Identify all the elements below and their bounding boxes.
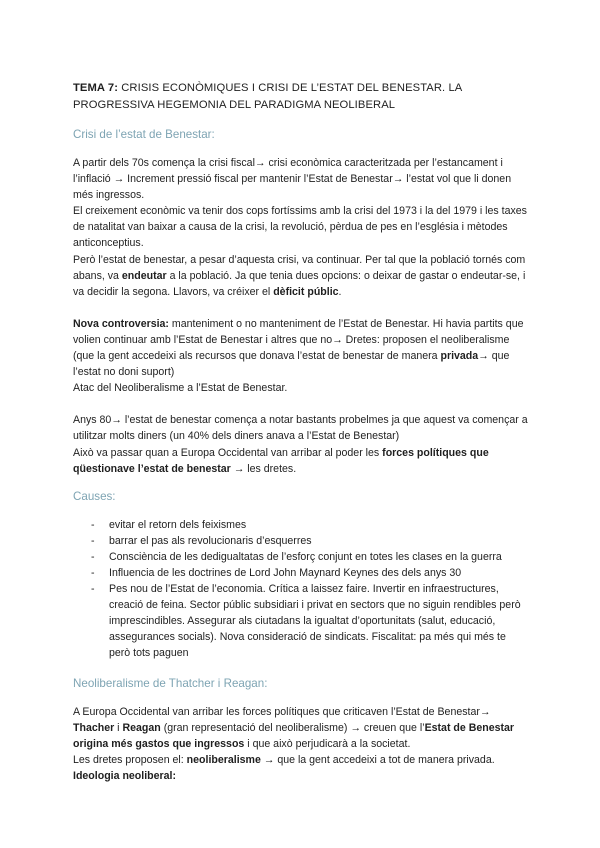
text-span: a la població. Ja que tenia dues opcions: o deixar de gastar o endeutar-se, i va decidir la segona. Llavors, va créixer el [73, 269, 526, 298]
bold-span: dèficit públic [273, 285, 339, 298]
title-prefix: TEMA 7: [73, 82, 119, 94]
bold-span: Thacher [73, 721, 115, 734]
paragraph-dretes-proposen [73, 752, 528, 768]
paragraph-ideologia [73, 768, 528, 784]
text-span: manteniment o no manteniment de l’Estat de Benestar. Hi havia partits que volien continuar amb l’Estat de Benestar i altres que no→ Dretes: proposen el neoliberalisme (que la gent accedeixi als recursos que donava l’estat de benestar de manera [73, 317, 524, 363]
bold-span: privada [440, 350, 479, 363]
bold-span: neoliberalisme [186, 753, 261, 766]
document-title [73, 80, 528, 114]
paragraph-crisi-fiscal: A partir dels 70s comença la crisi fiscal→ crisi econòmica caracteritzada per l’estancament i l’inflació → Increment pressió fiscal per mantenir l’Estat de Benestar→ l’estat vol que li donen més ingressos. [73, 157, 512, 202]
text-span: A Europa Occidental van arribar les forces polítiques que criticaven l’Estat de Benestar→ [73, 705, 491, 718]
text-span: → que la gent accedeixi a tot de manera privada. [260, 753, 495, 766]
text-span: i que això perjudicarà a la societat. [244, 737, 411, 750]
causes-list [73, 517, 528, 662]
text-span: Les dretes proposen el: [73, 753, 187, 766]
text-span: (gran representació del neoliberalisme) → creuen que l’ [160, 721, 425, 734]
text-span: → que l’estat no doni suport) [73, 350, 510, 379]
section-heading-causes: Causes: [73, 489, 116, 503]
paragraph-anys-80: Anys 80→ l’estat de benestar comença a notar bastants probelmes ja que aquest va començar a utilitzar molts diners (un 40% dels diners anava a l’Estat de Benestar) [73, 414, 528, 443]
text-span: → les dretes. [230, 462, 297, 475]
list-item: - barrar el pas als revolucionaris d’esquerres [91, 533, 528, 549]
text-span: Això va passar quan a Europa Occidental van arribar al poder les [73, 446, 383, 459]
title-text: CRISIS ECONÒMIQUES I CRISI DE L’ESTAT DEL BENESTAR. LA PROGRESSIVA HEGEMONIA DEL PARADIGMA NEOLIBERAL [73, 82, 462, 111]
paragraph-forces-politiques [73, 445, 528, 477]
bold-span: Reagan [122, 721, 161, 734]
list-item: - evitar el retorn dels feixismes [91, 517, 528, 533]
paragraph-nova-controversia [73, 316, 528, 380]
bold-span: endeutar [121, 269, 167, 282]
paragraph-thatcher-reagan [73, 704, 528, 752]
section-heading-neoliberalisme: Neoliberalisme de Thatcher i Reagan: [73, 676, 268, 690]
text-span: Però l’estat de benestar, a pesar d’aquesta crisi, va continuar. Per tal que la població tornés com abans, va [73, 253, 526, 282]
list-item: - Pes nou de l’Estat de l’economia. Crítica a laissez faire. Invertir en infraestructures, creació de feina. Sector públic subsidiari i privat en sectors que no siguin rendibles però imprescindibles. Assegurar als ciutadans la igualtat d’oportunitats (salut, educació, assegurances socials). Nova consideració de sindicats. Fiscalitat: pa més qui més te però tots paguen [91, 581, 528, 661]
list-item: - Influencia de les doctrines de Lord John Maynard Keynes des dels anys 30 [91, 565, 528, 581]
paragraph-creixement: El creixement econòmic va tenir dos cops fortíssims amb la crisi del 1973 i la del 1979 i les taxes de natalitat van baixar a causa de la crisi, la revolució, pèrdua de pes en l’església i mètodes anticonceptius. [73, 205, 527, 250]
bold-span: forces polítiques que qüestionave l’estat de benestar [73, 446, 489, 475]
text-span: . [338, 285, 342, 298]
list-item: - Consciència de les dedigualtatas de l’esforç conjunt en totes les clases en la guerra [91, 549, 528, 565]
bold-span: Ideologia neoliberal: [73, 769, 177, 782]
bold-span: Nova controversia: [73, 317, 169, 330]
section-heading-crisi: Crisi de l’estat de Benestar: [73, 128, 215, 141]
paragraph-atac: Atac del Neoliberalisme a l’Estat de Benestar. [73, 382, 288, 395]
text-span: i [114, 721, 123, 734]
bold-span: Estat de Benestar origina més gastos que ingressos [73, 721, 515, 750]
paragraph-endeutar [73, 252, 528, 300]
